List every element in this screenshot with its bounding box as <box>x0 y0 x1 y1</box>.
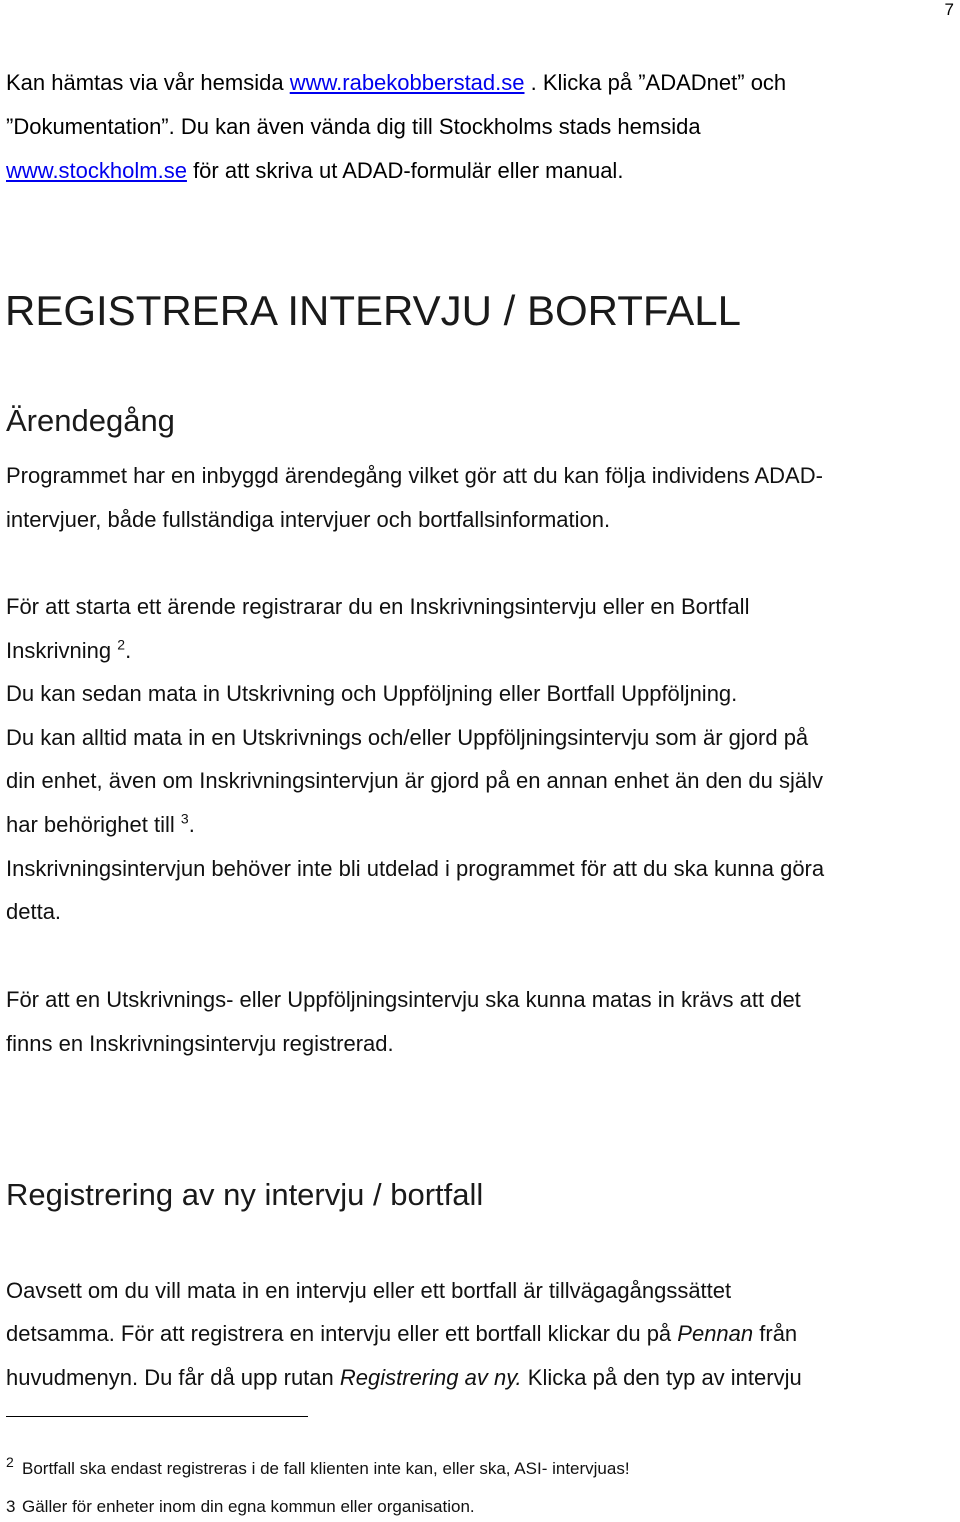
paragraph-line: detta. <box>6 899 62 924</box>
paragraph-line: För att starta ett ärende registrarar du en Inskrivningsintervju eller en Bortfall <box>6 594 750 619</box>
paragraph-line <box>6 1320 797 1348</box>
paragraph-line: Du kan sedan mata in Utskrivning och Uppföljning eller Bortfall Uppföljning. <box>6 681 738 706</box>
intro-text: för att skriva ut ADAD-formulär eller manual. <box>186 158 624 183</box>
paragraph-text: har behörighet till <box>6 812 181 837</box>
section-title-registrering: Registrering av ny intervju / bortfall <box>6 1177 484 1212</box>
paragraph-text: huvudmenyn. Du får då upp rutan <box>6 1365 340 1390</box>
footnote-separator <box>6 1416 308 1417</box>
paragraph-text: . <box>188 812 195 837</box>
footnote-ref-2: 2 <box>117 636 126 653</box>
paragraph-line: Inskrivningsintervjun behöver inte bli utdelad i programmet för att du ska kunna göra <box>6 856 825 881</box>
paragraph-text: från <box>753 1321 798 1346</box>
page-number: 7 <box>944 0 954 19</box>
paragraph-line <box>6 811 195 839</box>
footnote-3 <box>6 1496 475 1518</box>
paragraph-line: finns en Inskrivningsintervju registrerad. <box>6 1031 394 1056</box>
rabekobberstad-link[interactable]: www.rabekobberstad.se <box>289 70 525 95</box>
paragraph-line: din enhet, även om Inskrivningsintervjun är gjord på en annan enhet än den du själv <box>6 768 823 793</box>
paragraph-text: . <box>125 638 132 663</box>
intro-line-1 <box>6 69 786 97</box>
footnote-ref-3: 3 <box>180 810 189 827</box>
intro-text: Kan hämtas via vår hemsida <box>6 70 290 95</box>
paragraph-line: intervjuer, både fullständiga intervjuer och bortfallsinformation. <box>6 507 611 532</box>
paragraph-text: Inskrivning <box>6 638 118 663</box>
paragraph-line: Programmet har en inbyggd ärendegång vilket gör att du kan följa individens ADAD- <box>6 463 823 488</box>
footnote-2: $^2$ Bortfall ska endast registreras i de fall klienten inte kan, eller ska, ASI- intervjuas! <box>6 1454 630 1478</box>
paragraph-text: detsamma. För att registrera en intervju eller ett bortfall klickar du på <box>6 1321 678 1346</box>
paragraph-line <box>6 637 131 665</box>
intro-line-2: ”Dokumentation”. Du kan även vända dig till Stockholms stads hemsida <box>6 114 701 139</box>
intro-text: . Klicka på ”ADADnet” och <box>524 70 787 95</box>
paragraph-line: Du kan alltid mata in en Utskrivnings och/eller Uppföljningsintervju som är gjord på <box>6 725 809 750</box>
paragraph-line: För att en Utskrivnings- eller Uppföljningsintervju ska kunna matas in krävs att det <box>6 987 801 1012</box>
footnote-number: 3 <box>6 1497 16 1516</box>
paragraph-line <box>6 1364 802 1392</box>
stockholm-link[interactable]: www.stockholm.se <box>6 158 187 183</box>
footnote-text: Bortfall ska endast registreras i de fall klienten inte kan, eller ska, ASI- intervjuas! <box>22 1459 630 1478</box>
pennan-term: Pennan <box>677 1321 754 1346</box>
main-heading: REGISTRERA INTERVJU / BORTFALL <box>5 287 741 334</box>
registrering-term: Registrering av ny. <box>339 1365 522 1390</box>
intro-line-3 <box>6 157 623 185</box>
paragraph-line: Oavsett om du vill mata in en intervju eller ett bortfall är tillvägagångssättet <box>6 1278 732 1303</box>
paragraph-text: Klicka på den typ av intervju <box>521 1365 802 1390</box>
footnote-text: Gäller för enheter inom din egna kommun eller organisation. <box>22 1497 475 1516</box>
section-title-arendegang: Ärendegång <box>6 403 175 438</box>
